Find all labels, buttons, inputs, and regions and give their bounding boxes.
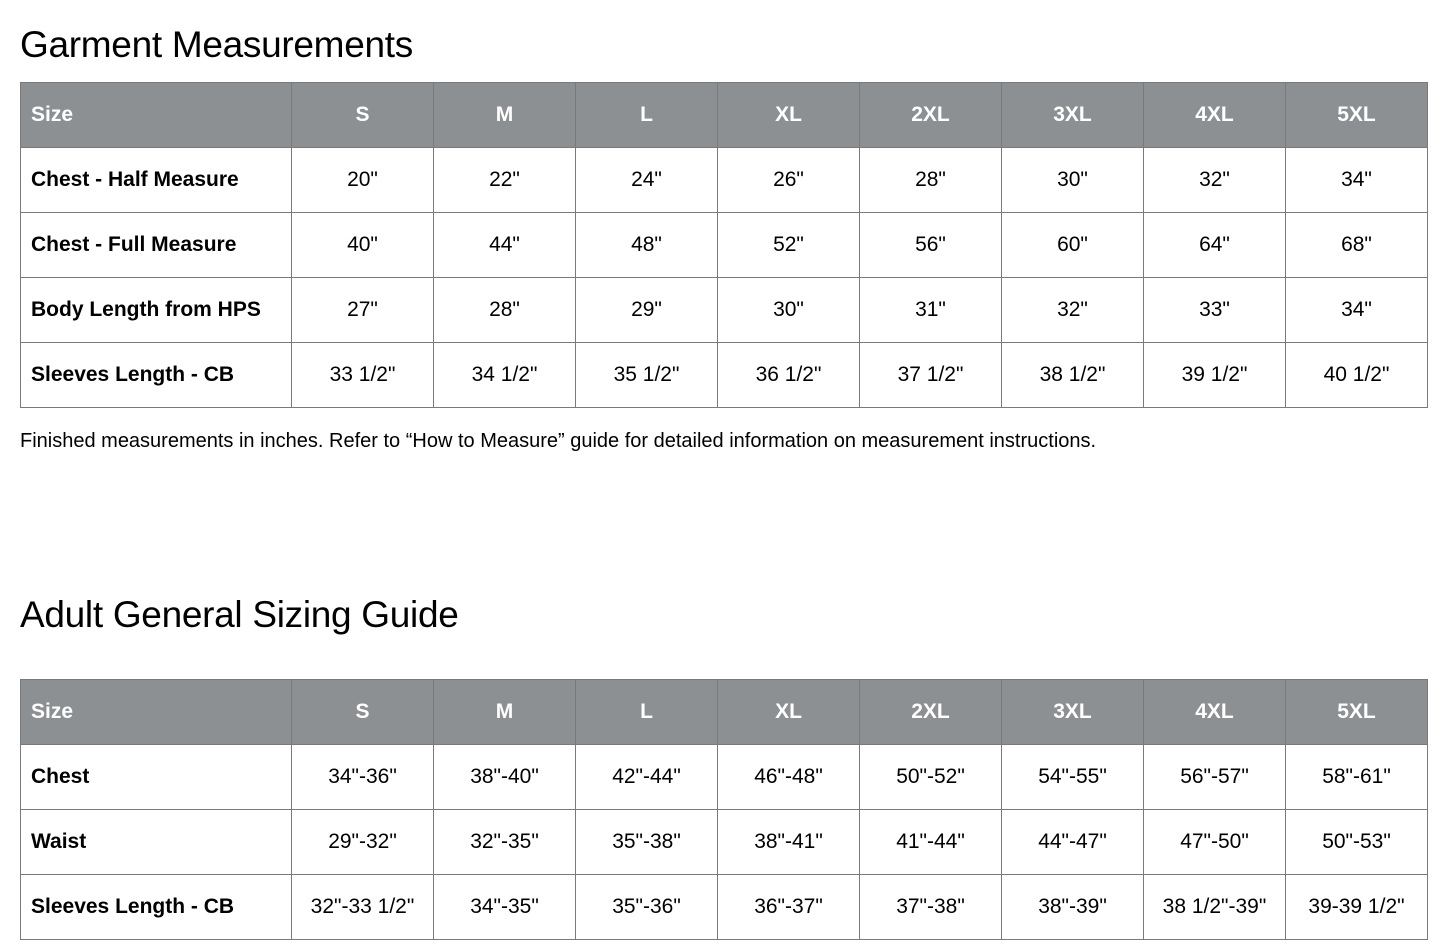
column-header: 4XL xyxy=(1144,680,1286,745)
table-cell: 44"-47" xyxy=(1002,810,1144,875)
table-cell: 22" xyxy=(434,148,576,213)
table-row xyxy=(21,343,1428,408)
column-header: 3XL xyxy=(1002,680,1144,745)
row-label: Chest - Half Measure xyxy=(21,148,292,213)
table-cell: 42"-44" xyxy=(576,745,718,810)
table-cell: 32" xyxy=(1144,148,1286,213)
table-cell: 31" xyxy=(860,278,1002,343)
table-cell: 56" xyxy=(860,213,1002,278)
garment-measurements-table xyxy=(20,82,1428,408)
column-header: 5XL xyxy=(1286,83,1428,148)
table-cell: 34" xyxy=(1286,148,1428,213)
table-cell: 47"-50" xyxy=(1144,810,1286,875)
table-cell: 34 1/2" xyxy=(434,343,576,408)
column-header: 3XL xyxy=(1002,83,1144,148)
table-cell: 30" xyxy=(1002,148,1144,213)
table-cell: 33" xyxy=(1144,278,1286,343)
sizing-guide-table xyxy=(20,679,1428,940)
table-cell: 36 1/2" xyxy=(718,343,860,408)
table-cell: 35"-38" xyxy=(576,810,718,875)
table-cell: 30" xyxy=(718,278,860,343)
column-header: S xyxy=(292,83,434,148)
row-label: Sleeves Length - CB xyxy=(21,875,292,940)
garment-measurements-title: Garment Measurements xyxy=(20,24,413,65)
table-cell: 52" xyxy=(718,213,860,278)
table-cell: 38"-40" xyxy=(434,745,576,810)
table-row xyxy=(21,810,1428,875)
column-header: 4XL xyxy=(1144,83,1286,148)
row-label: Chest xyxy=(21,745,292,810)
column-header: 2XL xyxy=(860,680,1002,745)
table-cell: 32"-33 1/2" xyxy=(292,875,434,940)
table-cell: 29" xyxy=(576,278,718,343)
table-cell: 20" xyxy=(292,148,434,213)
column-header: M xyxy=(434,680,576,745)
table-cell: 41"-44" xyxy=(860,810,1002,875)
table-cell: 44" xyxy=(434,213,576,278)
table-cell: 34"-36" xyxy=(292,745,434,810)
table-cell: 50"-52" xyxy=(860,745,1002,810)
table-cell: 32"-35" xyxy=(434,810,576,875)
measurement-note: Finished measurements in inches. Refer to “How to Measure” guide for detailed information on measurement instructions. xyxy=(20,430,1097,452)
sizing-guide-title: Adult General Sizing Guide xyxy=(20,594,459,635)
table-cell: 35"-36" xyxy=(576,875,718,940)
table-cell: 48" xyxy=(576,213,718,278)
row-label: Sleeves Length - CB xyxy=(21,343,292,408)
column-header: Size xyxy=(21,680,292,745)
table-cell: 38 1/2"-39" xyxy=(1144,875,1286,940)
table-cell: 40 1/2" xyxy=(1286,343,1428,408)
table-cell: 36"-37" xyxy=(718,875,860,940)
table-header-row xyxy=(21,680,1428,745)
table-cell: 33 1/2" xyxy=(292,343,434,408)
table-cell: 54"-55" xyxy=(1002,745,1144,810)
table-cell: 64" xyxy=(1144,213,1286,278)
table-cell: 40" xyxy=(292,213,434,278)
column-header: XL xyxy=(718,83,860,148)
table-cell: 39 1/2" xyxy=(1144,343,1286,408)
table-cell: 26" xyxy=(718,148,860,213)
column-header: XL xyxy=(718,680,860,745)
table-header-row xyxy=(21,83,1428,148)
table-cell: 68" xyxy=(1286,213,1428,278)
column-header: S xyxy=(292,680,434,745)
table-cell: 34"-35" xyxy=(434,875,576,940)
table-cell: 50"-53" xyxy=(1286,810,1428,875)
table-cell: 35 1/2" xyxy=(576,343,718,408)
table-cell: 46"-48" xyxy=(718,745,860,810)
table-cell: 56"-57" xyxy=(1144,745,1286,810)
table-cell: 28" xyxy=(860,148,1002,213)
column-header: M xyxy=(434,83,576,148)
table-cell: 29"-32" xyxy=(292,810,434,875)
table-cell: 37"-38" xyxy=(860,875,1002,940)
column-header: L xyxy=(576,83,718,148)
table-row xyxy=(21,278,1428,343)
table-cell: 38"-39" xyxy=(1002,875,1144,940)
column-header: 2XL xyxy=(860,83,1002,148)
table-cell: 38"-41" xyxy=(718,810,860,875)
row-label: Chest - Full Measure xyxy=(21,213,292,278)
table-row xyxy=(21,213,1428,278)
table-row xyxy=(21,148,1428,213)
table-cell: 39-39 1/2" xyxy=(1286,875,1428,940)
table-cell: 24" xyxy=(576,148,718,213)
table-row xyxy=(21,875,1428,940)
row-label: Body Length from HPS xyxy=(21,278,292,343)
table-cell: 32" xyxy=(1002,278,1144,343)
row-label: Waist xyxy=(21,810,292,875)
table-cell: 34" xyxy=(1286,278,1428,343)
column-header: 5XL xyxy=(1286,680,1428,745)
table-cell: 38 1/2" xyxy=(1002,343,1144,408)
table-cell: 28" xyxy=(434,278,576,343)
table-cell: 27" xyxy=(292,278,434,343)
table-cell: 37 1/2" xyxy=(860,343,1002,408)
table-cell: 58"-61" xyxy=(1286,745,1428,810)
column-header: L xyxy=(576,680,718,745)
table-row xyxy=(21,745,1428,810)
table-cell: 60" xyxy=(1002,213,1144,278)
column-header: Size xyxy=(21,83,292,148)
